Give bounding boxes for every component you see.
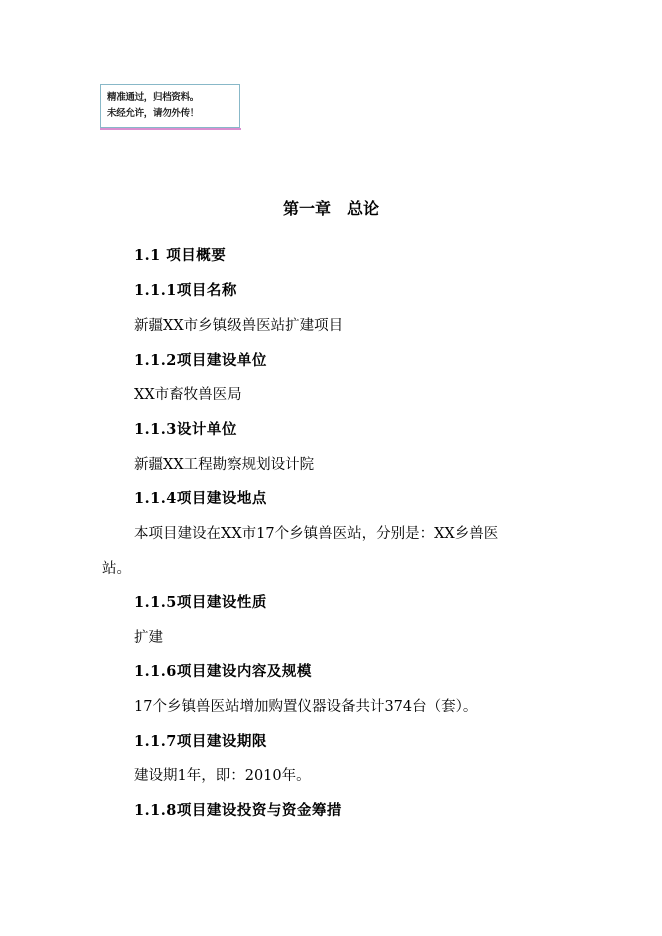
approval-stamp: [100, 84, 240, 128]
subsection-heading: 1.1.8项目建设投资与资金筹措: [134, 802, 342, 819]
subsection-heading: 1.1.3设计单位: [134, 421, 237, 438]
section-heading: 1.1 项目概要: [134, 247, 227, 264]
subsection-heading: 1.1.5项目建设性质: [134, 594, 267, 611]
paragraph: XX市畜牧兽医局: [134, 387, 242, 403]
stamp-line-1: 精准通过，归档资料。: [107, 92, 200, 103]
paragraph: 建设期1年，即：2010年。: [134, 768, 311, 784]
chapter-title: 第一章 总论: [282, 199, 379, 218]
subsection-heading: 1.1.1项目名称: [134, 282, 237, 299]
paragraph: 新疆XX工程勘察规划设计院: [134, 457, 315, 473]
subsection-heading: 1.1.4项目建设地点: [134, 490, 267, 507]
paragraph: 本项目建设在XX市17个乡镇兽医站，分别是：XX乡兽医: [134, 526, 499, 542]
stamp-underline: [100, 128, 241, 130]
subsection-heading: 1.1.2项目建设单位: [134, 352, 267, 369]
paragraph-continuation: 站。: [102, 561, 131, 577]
paragraph: 扩建: [134, 630, 163, 646]
paragraph: 17个乡镇兽医站增加购置仪器设备共计374台（套）。: [134, 699, 478, 715]
subsection-heading: 1.1.6项目建设内容及规模: [134, 663, 312, 680]
stamp-line-2: 未经允许，请勿外传！: [107, 108, 200, 119]
subsection-heading: 1.1.7项目建设期限: [134, 733, 267, 750]
paragraph: 新疆XX市乡镇级兽医站扩建项目: [134, 318, 344, 334]
